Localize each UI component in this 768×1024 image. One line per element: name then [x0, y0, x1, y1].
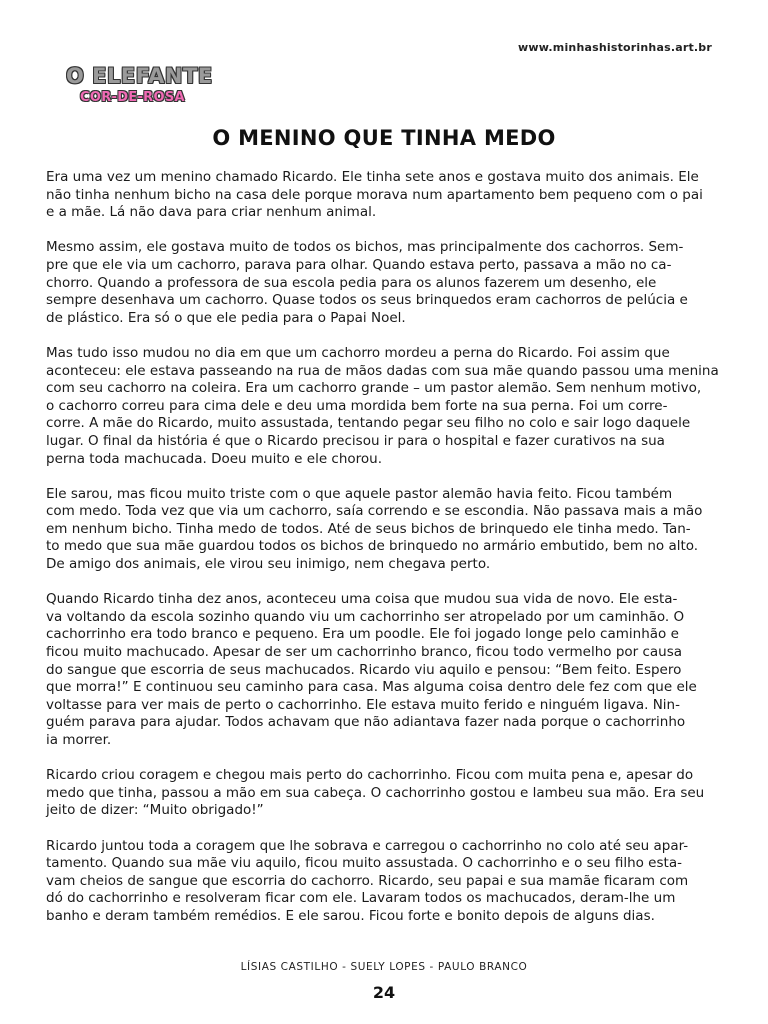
story-paragraph: Mesmo assim, ele gostava muito de todos os bichos, mas principalmente dos cachorros. Sem- pre que ele via um cachorro, parava para olhar. Quando estava perto, passava a mão no ca- chorro. Quando a professora de sua escola pedia para os alunos fazerem um desenho, ele sempre desenhava um cachorro. Quase todos os seus brinquedos eram cachorros de pelúcia e de plástico. Era só o que ele pedia para o Papai Noel. [46, 239, 688, 326]
story-paragraph: Quando Ricardo tinha dez anos, aconteceu uma coisa que mudou sua vida de novo. Ele esta- va voltando da escola sozinho quando viu um cachorrinho ser atropelado por um caminhão. O cachorrinho era todo branco e pequeno. Era um poodle. Ele foi jogado longe pelo caminhão e ficou muito machucado. Apesar de ser um cachorrinho branco, ficou todo vermelho por causa do sangue que escorria de seus machucados. Ricardo viu aquilo e pensou: “Bem feito. Espero que morra!” E continuou seu caminho para casa. Mas alguma coisa dentro dele fez com que ele voltasse para ver mais de perto o cachorrinho. Ele estava muito ferido e ninguém ligava. Nin- guém parava para ajudar. Todos achavam que não adiantava fazer nada porque o cachorrinho ia morrer. [46, 591, 697, 748]
logo-title-line2: COR-DE-ROSA [80, 90, 185, 105]
story-title: O MENINO QUE TINHA MEDO [212, 126, 556, 150]
story-paragraph: Era uma vez um menino chamado Ricardo. Ele tinha sete anos e gostava muito dos animais. Ele não tinha nenhum bicho na casa dele porque morava num apartamento bem pequeno com o pai e a mãe. Lá não dava para criar nenhum animal. [46, 169, 703, 221]
story-paragraph: Ele sarou, mas ficou muito triste com o que aquele pastor alemão havia feito. Ficou também com medo. Toda vez que via um cachorro, saía correndo e se escondia. Não passava mais a mão em nenhum bicho. Tinha medo de todos. Até de seus bichos de brinquedo ele tinha medo. Tan- to medo que sua mãe guardou todos os bichos de brinquedo no armário embutido, bem no alto. De amigo dos animais, ele virou seu inimigo, nem chegava perto. [46, 485, 703, 573]
page-number: 24 [372, 983, 396, 1002]
site-url: www.minhashistorinhas.art.br [518, 41, 712, 54]
story-paragraph: Mas tudo isso mudou no dia em que um cachorro mordeu a perna do Ricardo. Foi assim que aconteceu: ele estava passeando na rua de mãos dadas com sua mãe quando passou uma menina com seu cachorro na coleira. Era um cachorro grande – um pastor alemão. Sem nenhum motivo, o cachorro correu para cima dele e deu uma mordida bem forte na sua perna. Foi um corre- corre. A mãe do Ricardo, muito assustada, tentando pegar seu filho no colo e sair logo daquele lugar. O final da história é que o Ricardo precisou ir para o hospital e fazer curativos na sua perna toda machucada. Doeu muito e ele chorou. [46, 344, 719, 467]
story-paragraph: Ricardo juntou toda a coragem que lhe sobrava e carregou o cachorrinho no colo até seu apar- tamento. Quando sua mãe viu aquilo, ficou muito assustada. O cachorrinho e o seu filho esta- vam cheios de sangue que escorria do cachorro. Ricardo, seu papai e sua mamãe ficaram com dó do cachorrinho e resolveram ficar com ele. Lavaram todos os machucados, deram-lhe um banho e deram também remédios. E ele sarou. Ficou forte e bonito depois de alguns dias. [46, 837, 689, 924]
story-paragraph: Ricardo criou coragem e chegou mais perto do cachorrinho. Ficou com muita pena e, apesar do medo que tinha, passou a mão em sua cabeça. O cachorrinho gostou e lambeu sua mão. Era seu jeito de dizer: “Muito obrigado!” [46, 767, 705, 819]
book-logo [66, 64, 211, 112]
story-body [46, 169, 724, 943]
logo-title-line1: O ELEFANTE [66, 64, 213, 88]
footer-authors: LÍSIAS CASTILHO - SUELY LOPES - PAULO BRANCO [240, 961, 528, 973]
